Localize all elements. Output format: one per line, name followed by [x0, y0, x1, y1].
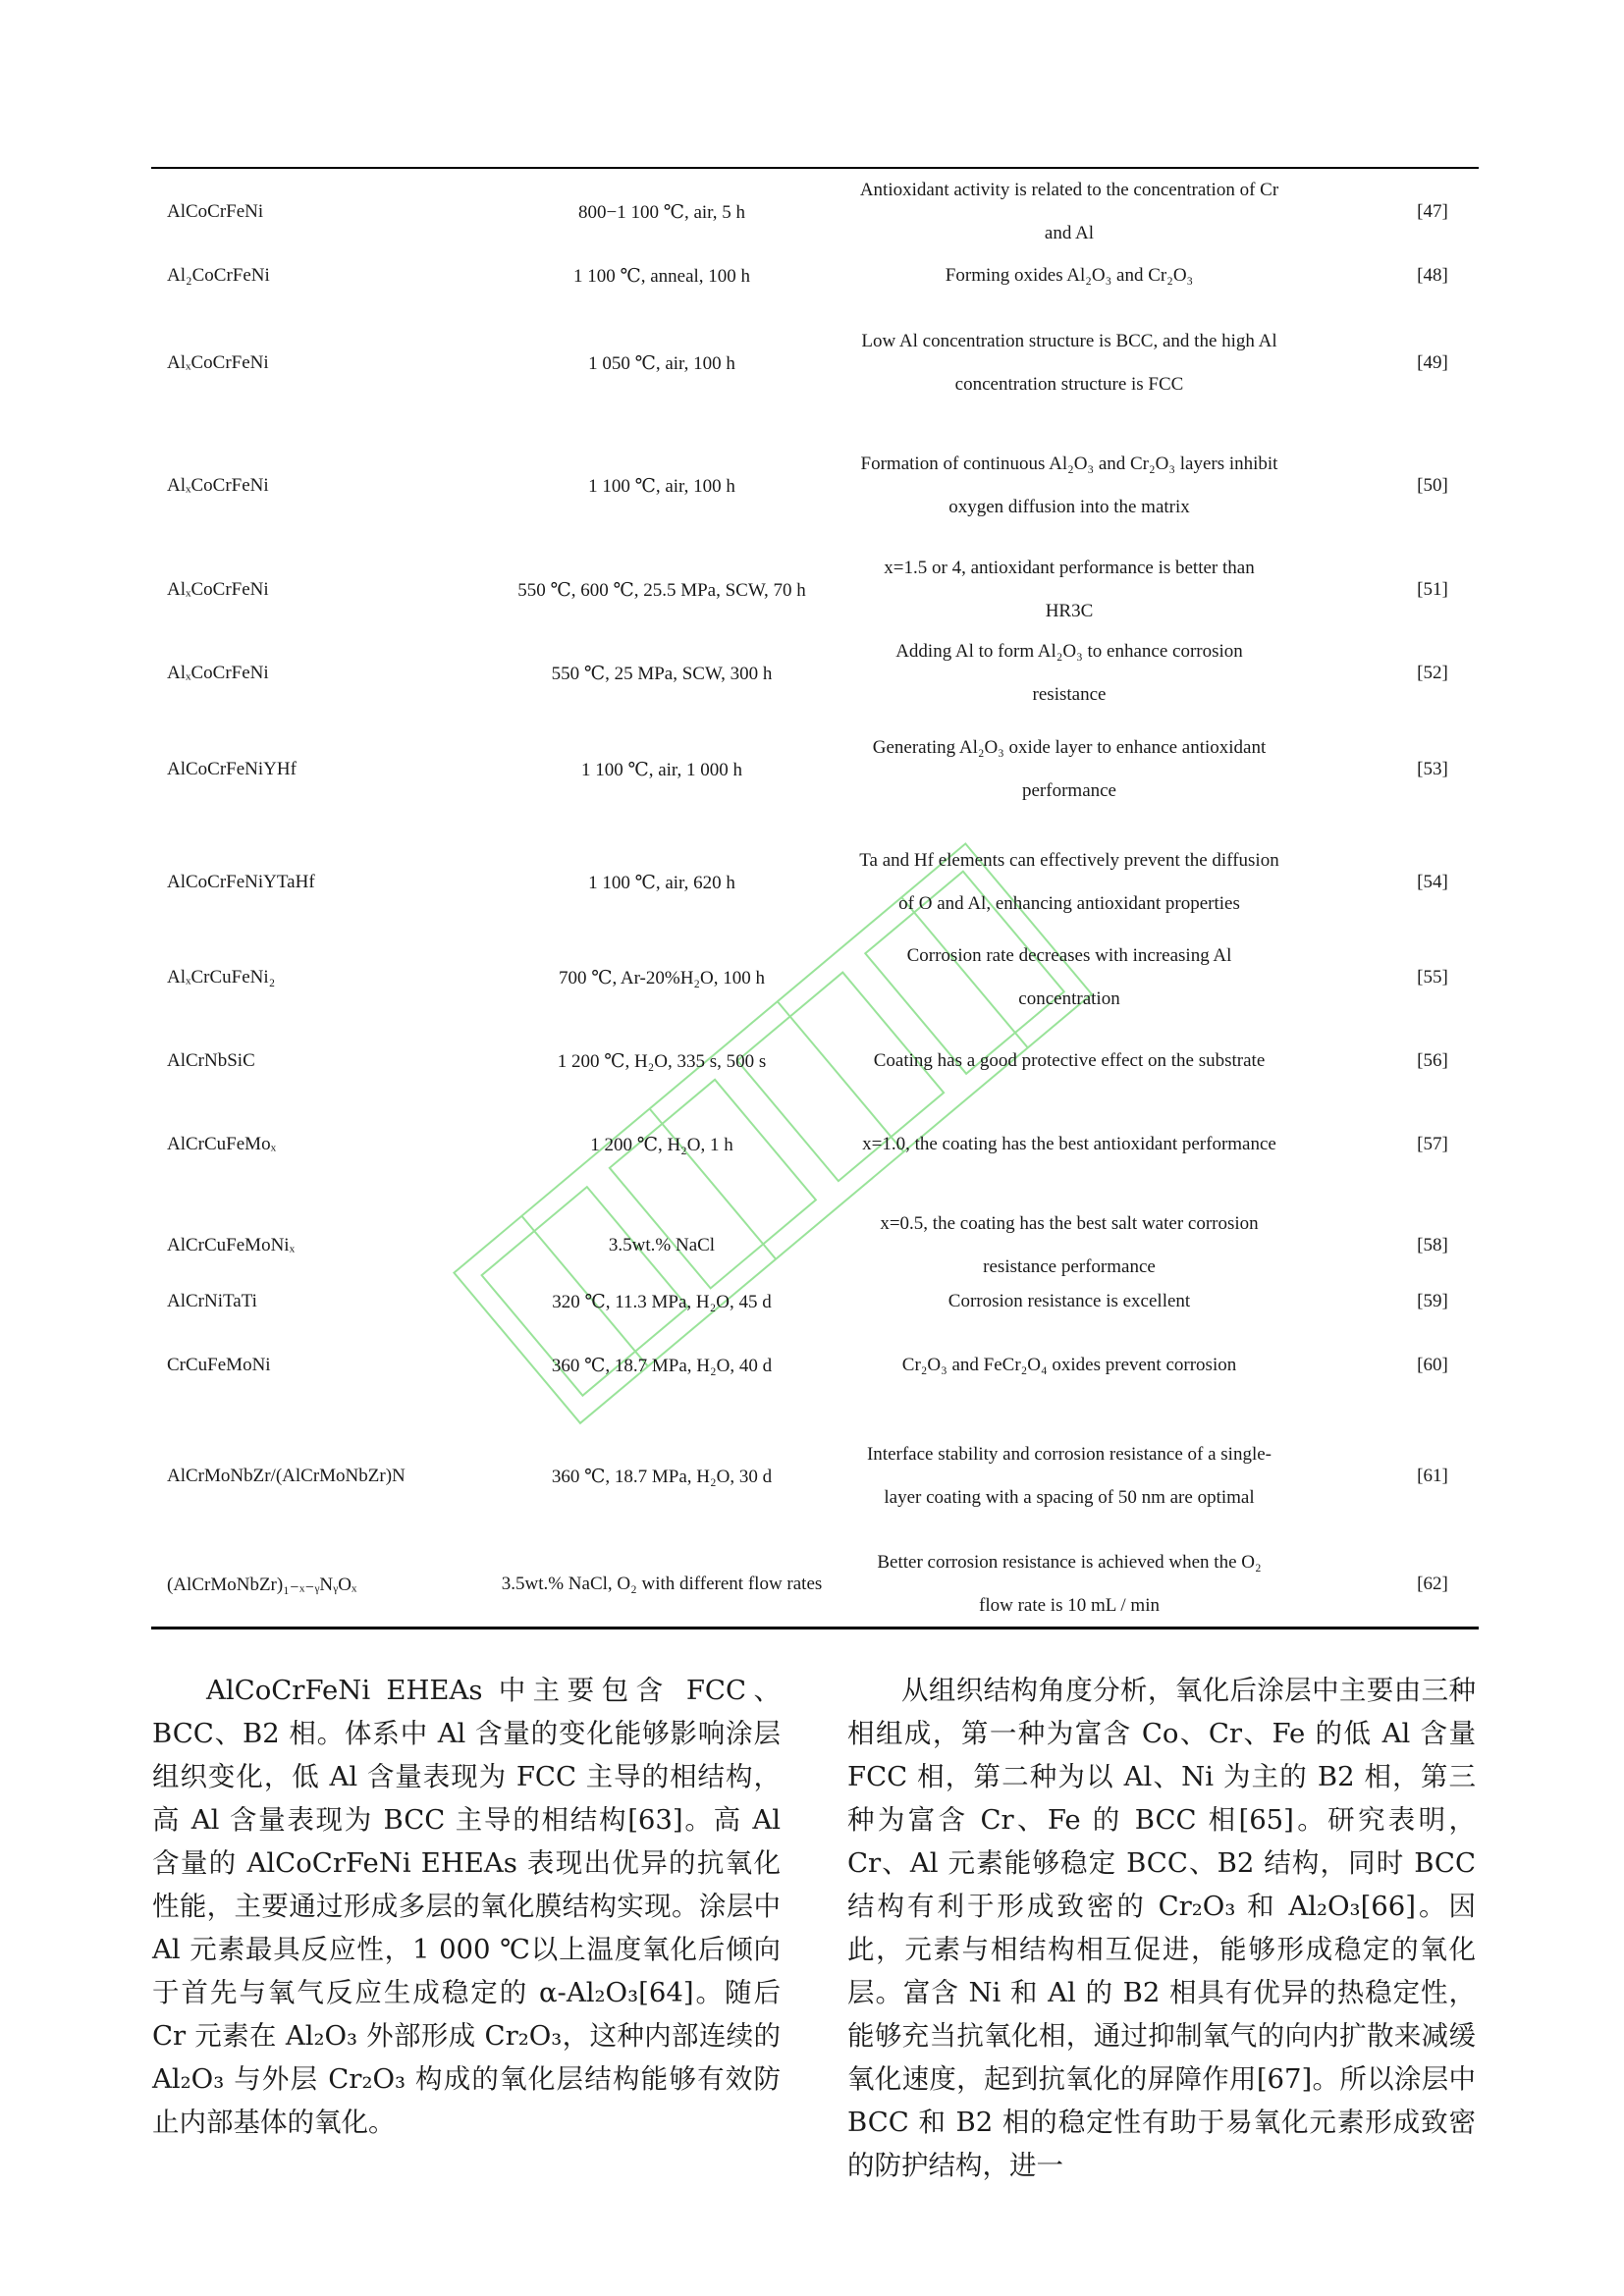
table-cell-ref-text: [56] — [1417, 1050, 1448, 1071]
table-cell-result — [858, 432, 1280, 540]
table-cell-result-text: Corrosion resistance is excellent — [947, 1291, 1191, 1311]
table-cell-result — [858, 1340, 1280, 1391]
table-cell-result — [858, 1119, 1280, 1170]
table-cell-material — [167, 1340, 471, 1391]
table-cell-result — [858, 314, 1280, 412]
table-cell-material-text: AlCrNiTaTi — [167, 1291, 257, 1311]
table-cell-result — [858, 726, 1280, 813]
table-cell-conditions-text: 1 200 ℃, H₂O, 335 s, 500 s — [557, 1050, 767, 1072]
table-row — [151, 314, 1479, 412]
table-cell-result — [858, 834, 1280, 931]
table-cell-conditions — [446, 726, 878, 813]
table-cell-result — [858, 180, 1280, 243]
body-column-left — [152, 1669, 781, 2144]
table-cell-ref-text: [49] — [1417, 352, 1448, 373]
table-cell-result-text: Coating has a good protective effect on the substrate — [873, 1050, 1266, 1071]
table-cell-conditions-text: 800−1 100 ℃, air, 5 h — [578, 201, 745, 223]
table-cell-conditions — [446, 648, 878, 699]
table-cell-material — [167, 314, 471, 412]
table-cell-ref — [1398, 834, 1467, 931]
table-cell-result — [858, 250, 1280, 301]
table-cell-ref-text: [47] — [1417, 201, 1448, 222]
table-cell-conditions-text: 700 ℃, Ar-20%H₂O, 100 h — [558, 967, 766, 988]
table-cell-ref — [1398, 1036, 1467, 1087]
table-cell-conditions-text: 360 ℃, 18.7 MPa, H₂O, 40 d — [551, 1355, 773, 1376]
paragraph-left: AlCoCrFeNi EHEAs 中主要包含 FCC、BCC、B2 相。体系中 Al 含量的变化能够影响涂层组织变化，低 Al 含量表现为 FCC 主导的相结构，高 Al 含量表现为 BCC 主导的相结构[63]。高 Al 含量的 AlCoCrFeNi EHEAs 表现出优异的抗氧化性能，主要通过形成多层的氧化膜结构实现。涂层中 Al 元素最具反应性，1 000 ℃以上温度氧化后倾向于首先与氧气反应生成稳定的 α-Al₂O₃[64]。随后 Cr 元素在 Al₂O₃ 外部形成 Cr₂O₃，这种内部连续的 Al₂O₃ 与外层 Cr₂O₃ 构成的氧化层结构能够有效防止内部基体的氧化。 — [152, 1675, 781, 2138]
table-cell-conditions-text: 3.5wt.% NaCl, O₂ with different flow rates — [501, 1574, 823, 1594]
table-row — [151, 641, 1479, 705]
table-row — [151, 558, 1479, 621]
table-row — [151, 1433, 1479, 1520]
table-cell-result-text: Formation of continuous Al₂O₃ and Cr₂O₃ layers inhibit oxygen diffusion into the matrix — [860, 454, 1278, 517]
table-cell-ref — [1398, 648, 1467, 699]
table-cell-ref-text: [50] — [1417, 475, 1448, 496]
paragraph-right: 从组织结构角度分析，氧化后涂层中主要由三种相组成，第一种为富含 Co、Cr、Fe 的低 Al 含量 FCC 相，第二种为以 Al、Ni 为主的 B2 相，第三种为富含 Cr、Fe 的 BCC 相[65]。研究表明，Cr、Al 元素能够稳定 BCC、B2 结构，同时 BCC 结构有利于形成致密的 Cr₂O₃ 和 Al₂O₃[66]。因此，元素与相结构相互促进，能够形成稳定的氧化层。富含 Ni 和 Al 的 B2 相具有优异的热稳定性，能够充当抗氧化相，通过抑制氧气的向内扩散来减缓氧化速度，起到抗氧化的屏障作用[67]。所以涂层中 BCC 和 B2 相的稳定性有助于易氧化元素形成致密的防护结构，进一 — [847, 1675, 1476, 2181]
table-cell-conditions — [446, 250, 878, 301]
table-cell-conditions — [446, 314, 878, 412]
table-cell-material — [167, 726, 471, 813]
table-cell-material-text: Al₂CoCrFeNi — [167, 265, 270, 286]
table-cell-ref-text: [57] — [1417, 1134, 1448, 1154]
table-cell-result — [858, 641, 1280, 705]
table-cell-material-text: AlCoCrFeNiYTaHf — [167, 872, 315, 892]
table-cell-conditions-text: 1 100 ℃, air, 1 000 h — [580, 759, 743, 780]
table-cell-conditions-text: 360 ℃, 18.7 MPa, H₂O, 30 d — [551, 1466, 773, 1487]
table-cell-ref — [1398, 314, 1467, 412]
table-cell-material — [167, 1119, 471, 1170]
table-cell-conditions — [446, 564, 878, 615]
table-cell-conditions-text: 550 ℃, 25 MPa, SCW, 300 h — [551, 663, 773, 684]
table-cell-material-text: AlₓCoCrFeNi — [167, 579, 269, 600]
table-cell-ref — [1398, 1433, 1467, 1520]
body-column-right — [847, 1669, 1476, 2187]
table-cell-result — [858, 1433, 1280, 1520]
table-cell-material-text: AlₓCrCuFeNi₂ — [167, 967, 276, 988]
table-cell-ref-text: [60] — [1417, 1355, 1448, 1375]
table-cell-material-text: AlₓCoCrFeNi — [167, 352, 269, 373]
table-cell-ref — [1398, 952, 1467, 1003]
table-cell-material-text: (AlCrMoNbZr)₁₋ₓ₋ᵧNᵧOₓ — [167, 1574, 357, 1595]
table-cell-material-text: AlCrCuFeMoₓ — [167, 1134, 277, 1154]
table-cell-result — [858, 945, 1280, 1009]
table-cell-material — [167, 1433, 471, 1520]
table-cell-conditions — [446, 1036, 878, 1087]
table-cell-ref-text: [55] — [1417, 967, 1448, 988]
table-row — [151, 1541, 1479, 1628]
table-cell-conditions-text: 1 200 ℃, H₂O, 1 h — [590, 1134, 733, 1155]
table-cell-result — [858, 558, 1280, 621]
table-cell-conditions — [446, 1276, 878, 1327]
table-cell-result-text: x=1.0, the coating has the best antioxidant performance — [862, 1134, 1276, 1154]
table-cell-material — [167, 1541, 471, 1628]
table-cell-ref — [1398, 1340, 1467, 1391]
table-cell-result-text: Ta and Hf elements can effectively prevent the diffusion of O and Al, enhancing antioxidant properties — [859, 850, 1279, 914]
table-cell-material — [167, 1276, 471, 1327]
table-cell-ref — [1398, 1541, 1467, 1628]
table-cell-conditions-text: 1 100 ℃, air, 620 h — [588, 872, 735, 893]
table-row — [151, 945, 1479, 1009]
table-row — [151, 1036, 1479, 1087]
table-cell-conditions — [446, 1340, 878, 1391]
table-cell-conditions — [446, 834, 878, 931]
table-cell-ref-text: [48] — [1417, 265, 1448, 286]
table-cell-ref — [1398, 726, 1467, 813]
table-cell-conditions-text: 320 ℃, 11.3 MPa, H₂O, 45 d — [552, 1291, 772, 1312]
table-row — [151, 834, 1479, 931]
table-cell-conditions — [446, 1433, 878, 1520]
table-cell-ref-text: [52] — [1417, 663, 1448, 683]
table-bottom-rule — [151, 1627, 1479, 1629]
table-cell-conditions-text: 3.5wt.% NaCl — [608, 1235, 716, 1255]
table-cell-result-text: Interface stability and corrosion resistance of a single-layer coating with a spacing of 50 nm are optimal — [866, 1444, 1272, 1508]
table-cell-conditions-text: 550 ℃, 600 ℃, 25.5 MPa, SCW, 70 h — [517, 579, 806, 601]
table-cell-ref — [1398, 250, 1467, 301]
table-cell-material — [167, 250, 471, 301]
table-cell-material — [167, 432, 471, 540]
table-cell-result-text: x=0.5, the coating has the best salt water corrosion resistance performance — [880, 1213, 1259, 1277]
table-row — [151, 1276, 1479, 1327]
table-cell-material-text: AlCoCrFeNi — [167, 201, 264, 222]
table-cell-ref — [1398, 1119, 1467, 1170]
table-cell-ref — [1398, 564, 1467, 615]
table-cell-result — [858, 1541, 1280, 1628]
table-cell-conditions — [446, 432, 878, 540]
table-cell-result-text: Better corrosion resistance is achieved when the O₂ flow rate is 10 mL / min — [877, 1552, 1262, 1616]
table-row — [151, 726, 1479, 813]
table-cell-material-text: AlCrMoNbZr/(AlCrMoNbZr)N — [167, 1466, 406, 1486]
table-cell-material — [167, 187, 471, 238]
table-row — [151, 1340, 1479, 1391]
table-cell-conditions-text: 1 100 ℃, anneal, 100 h — [572, 265, 751, 287]
table-cell-conditions-text: 1 050 ℃, air, 100 h — [588, 352, 735, 374]
table-cell-result-text: x=1.5 or 4, antioxidant performance is better than HR3C — [884, 558, 1255, 621]
table-cell-result-text: Forming oxides Al₂O₃ and Cr₂O₃ — [945, 265, 1194, 286]
table-cell-material — [167, 834, 471, 931]
table-cell-material — [167, 564, 471, 615]
table-cell-material-text: AlₓCoCrFeNi — [167, 475, 269, 496]
table-cell-ref-text: [62] — [1417, 1574, 1448, 1594]
table-cell-ref-text: [53] — [1417, 759, 1448, 779]
table-cell-result-text: Adding Al to form Al₂O₃ to enhance corrosion resistance — [895, 641, 1243, 705]
table-row — [151, 180, 1479, 243]
table-row — [151, 250, 1479, 301]
table-cell-result-text: Low Al concentration structure is BCC, and the high Al concentration structure is FCC — [861, 331, 1277, 395]
table-cell-ref-text: [61] — [1417, 1466, 1448, 1486]
table-cell-result — [858, 1036, 1280, 1087]
table-cell-material-text: CrCuFeMoNi — [167, 1355, 271, 1375]
table-cell-result-text: Antioxidant activity is related to the concentration of Cr and Al — [859, 180, 1279, 243]
table-cell-material — [167, 1036, 471, 1087]
table-cell-ref — [1398, 1276, 1467, 1327]
table-cell-result — [858, 1276, 1280, 1327]
table-cell-material — [167, 952, 471, 1003]
table-cell-ref-text: [59] — [1417, 1291, 1448, 1311]
table-cell-ref-text: [54] — [1417, 872, 1448, 892]
table-cell-conditions-text: 1 100 ℃, air, 100 h — [588, 475, 735, 497]
table-cell-ref-text: [51] — [1417, 579, 1448, 600]
table-cell-conditions — [446, 1119, 878, 1170]
table-cell-conditions — [446, 1541, 878, 1628]
table-cell-material-text: AlₓCoCrFeNi — [167, 663, 269, 683]
table-cell-material-text: AlCoCrFeNiYHf — [167, 759, 297, 779]
table-cell-material-text: AlCrCuFeMoNiₓ — [167, 1235, 296, 1255]
table-cell-material — [167, 648, 471, 699]
table-cell-ref — [1398, 187, 1467, 238]
table-row — [151, 1119, 1479, 1170]
table-cell-result-text: Generating Al₂O₃ oxide layer to enhance antioxidant performance — [872, 737, 1267, 801]
table-cell-material-text: AlCrNbSiC — [167, 1050, 255, 1071]
table-cell-result-text: Corrosion rate decreases with increasing Al concentration — [906, 945, 1232, 1009]
table-cell-conditions — [446, 952, 878, 1003]
table-cell-ref — [1398, 432, 1467, 540]
table-cell-conditions — [446, 187, 878, 238]
table-cell-ref-text: [58] — [1417, 1235, 1448, 1255]
table-cell-result-text: Cr₂O₃ and FeCr₂O₄ oxides prevent corrosion — [901, 1355, 1237, 1375]
table-row — [151, 432, 1479, 540]
